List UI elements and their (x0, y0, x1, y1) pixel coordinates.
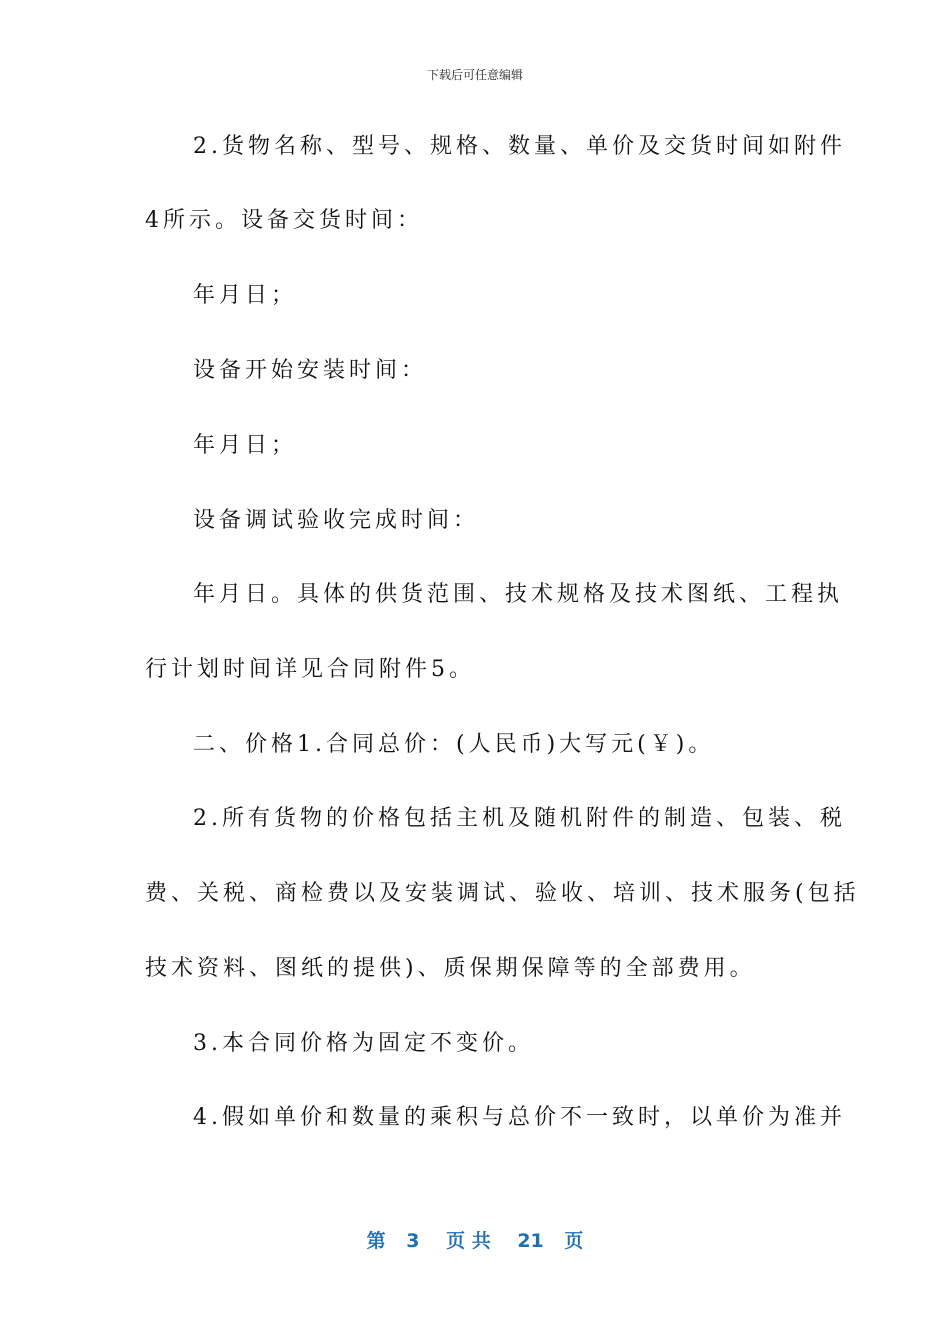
body-line: 设备调试验收完成时间： (193, 508, 480, 533)
footer-suffix: 页 (564, 1230, 584, 1252)
footer-prefix: 第 (366, 1230, 386, 1252)
body-line: 年月日； (193, 283, 298, 308)
body-line: 3.本合同价格为固定不变价。 (193, 1031, 534, 1056)
page-footer (0, 1226, 950, 1253)
body-line: 2.所有货物的价格包括主机及随机附件的制造、包装、税 (193, 806, 846, 831)
body-line: 技术资料、图纸的提供)、质保期保障等的全部费用。 (145, 956, 756, 981)
body-line: 设备开始安装时间： (193, 358, 428, 383)
body-line: 2.货物名称、型号、规格、数量、单价及交货时间如附件 (193, 134, 846, 159)
body-line: 费、关税、商检费以及安装调试、验收、培训、技术服务(包括 (145, 881, 860, 906)
current-page-number: 3 (406, 1230, 420, 1252)
body-line: 年月日。具体的供货范围、技术规格及技术图纸、工程执 (193, 582, 844, 607)
body-line: 年月日； (193, 433, 298, 458)
body-line: 4.假如单价和数量的乘积与总价不一致时，以单价为准并 (193, 1105, 846, 1130)
total-pages-number: 21 (517, 1230, 544, 1252)
body-line: 二、价格1.合同总价：(人民币)大写元(￥)。 (193, 732, 715, 757)
body-line: 行计划时间详见合同附件5。 (145, 657, 475, 682)
header-note: 下载后可任意编辑 (426, 68, 523, 82)
body-line: 4所示。设备交货时间： (145, 208, 423, 233)
footer-middle: 页 共 (446, 1230, 491, 1252)
